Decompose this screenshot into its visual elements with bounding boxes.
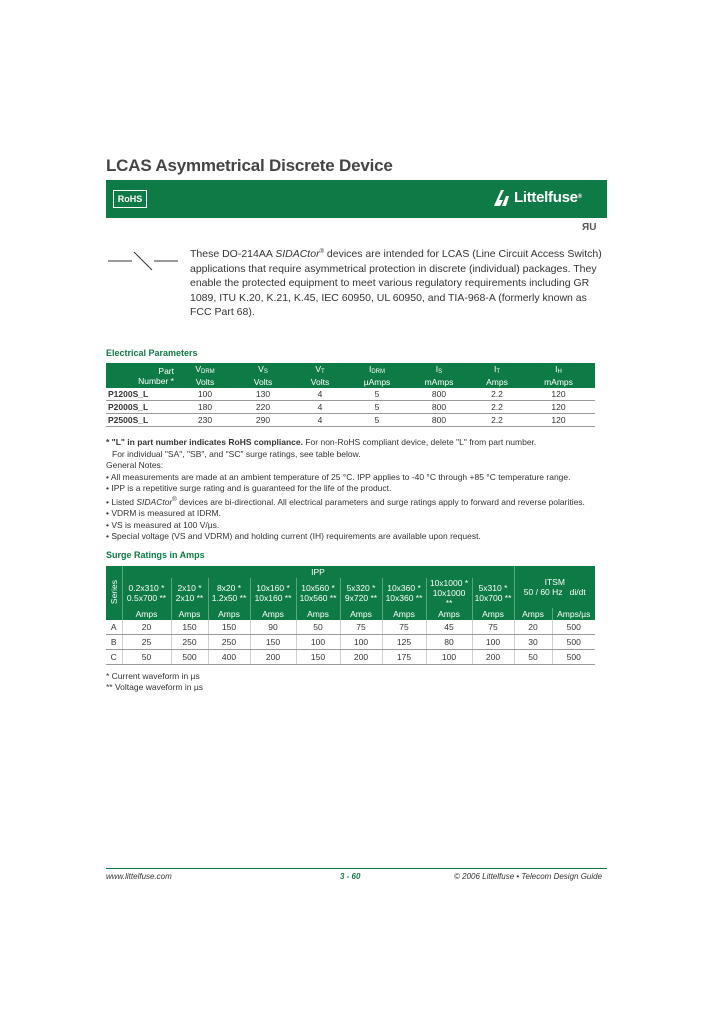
intro-paragraph: These DO-214AA SIDACtor® devices are intended for LCAS (Line Circuit Access Switch) applications that require asymmetrical protection in discrete (individual) packages. They enable the protected equipment to meet various regulatory requirements including GR 1089, ITU K.20, K.21, K.45, IEC 60950, UL 60950, and TIA-968-A (formerly known as FCC Part 68). bbox=[190, 248, 602, 318]
cell: 4 bbox=[292, 401, 348, 414]
cell: 800 bbox=[406, 388, 472, 401]
series-cell: A bbox=[106, 620, 122, 635]
cell: 2.2 bbox=[472, 401, 522, 414]
waveform-header: 10x1000 * 10x1000 ** bbox=[426, 578, 472, 608]
cell: 75 bbox=[340, 620, 382, 635]
unit-header: Amps bbox=[208, 608, 250, 620]
unit-header: Amps bbox=[472, 608, 514, 620]
waveform-footnotes bbox=[106, 671, 203, 692]
cell: 120 bbox=[522, 401, 595, 414]
cell: 50 bbox=[122, 650, 171, 665]
cell: 180 bbox=[176, 401, 234, 414]
list-item: • IPP is a repetitive surge rating and is guaranteed for the life of the product. bbox=[106, 483, 392, 493]
table-row bbox=[106, 620, 595, 635]
header-vdrm: VDRM Volts bbox=[176, 363, 234, 388]
cell: 20 bbox=[514, 620, 552, 635]
footer-website-link[interactable]: www.littelfuse.com bbox=[106, 872, 172, 881]
cell: 800 bbox=[406, 414, 472, 427]
electrical-parameters-heading: Electrical Parameters bbox=[106, 348, 198, 358]
brand-name: Littelfuse® bbox=[514, 189, 582, 206]
cell: 5 bbox=[348, 401, 406, 414]
current-waveform-note: * Current waveform in µs bbox=[106, 671, 200, 681]
cell: 90 bbox=[250, 620, 296, 635]
table-row bbox=[106, 650, 595, 665]
table-row bbox=[106, 635, 595, 650]
switch-symbol-icon bbox=[108, 246, 178, 276]
list-item: • Listed SIDACtor® devices are bi-directional. All electrical parameters and surge ratings apply to forward and reverse polarities. bbox=[106, 496, 585, 507]
cell: 120 bbox=[522, 388, 595, 401]
cell: 500 bbox=[552, 635, 595, 650]
cell: 150 bbox=[208, 620, 250, 635]
cell: 4 bbox=[292, 414, 348, 427]
units-row bbox=[106, 608, 595, 620]
rohs-badge: RoHS bbox=[113, 190, 147, 208]
cell: 100 bbox=[472, 635, 514, 650]
general-notes bbox=[106, 437, 596, 543]
unit-header: Amps bbox=[250, 608, 296, 620]
waveform-header: 5x310 * 10x700 ** bbox=[472, 578, 514, 608]
unit-header: Amps bbox=[296, 608, 340, 620]
header-vs: VS Volts bbox=[234, 363, 292, 388]
table-header-row bbox=[106, 363, 595, 388]
table-row bbox=[106, 414, 595, 427]
cell: 290 bbox=[234, 414, 292, 427]
waveform-header: 5x320 * 9x720 ** bbox=[340, 578, 382, 608]
cell: 100 bbox=[426, 650, 472, 665]
series-header: Series bbox=[106, 566, 122, 620]
header-idrm: IDRM µAmps bbox=[348, 363, 406, 388]
cell: 2.2 bbox=[472, 388, 522, 401]
cell: 75 bbox=[382, 620, 426, 635]
table-row bbox=[106, 401, 595, 414]
itsm-didt-header: ITSM 50 / 60 Hz di/dt bbox=[514, 566, 595, 608]
cell: 2.2 bbox=[472, 414, 522, 427]
cell: 120 bbox=[522, 414, 595, 427]
cell: 250 bbox=[208, 635, 250, 650]
cell: 175 bbox=[382, 650, 426, 665]
unit-header: Amps/µs bbox=[552, 608, 595, 620]
cell: 150 bbox=[171, 620, 208, 635]
cell: 230 bbox=[176, 414, 234, 427]
unit-header: Amps bbox=[426, 608, 472, 620]
table-header-row bbox=[106, 566, 595, 578]
cell: 20 bbox=[122, 620, 171, 635]
cell: 80 bbox=[426, 635, 472, 650]
cell: 220 bbox=[234, 401, 292, 414]
cell: 100 bbox=[176, 388, 234, 401]
part-number: P2000S_L bbox=[106, 401, 176, 414]
header-is: IS mAmps bbox=[406, 363, 472, 388]
cell: 150 bbox=[250, 635, 296, 650]
general-notes-heading: General Notes: bbox=[106, 460, 164, 470]
footer-copyright: © 2006 Littelfuse • Telecom Design Guide bbox=[454, 872, 603, 881]
cell: 800 bbox=[406, 401, 472, 414]
part-number: P1200S_L bbox=[106, 388, 176, 401]
cell: 250 bbox=[171, 635, 208, 650]
header-part-number: Part Number * bbox=[106, 363, 176, 388]
list-item: • VDRM is measured at IDRM. bbox=[106, 508, 221, 518]
table-row bbox=[106, 388, 595, 401]
cell: 5 bbox=[348, 414, 406, 427]
unit-header: Amps bbox=[122, 608, 171, 620]
header-vt: VT Volts bbox=[292, 363, 348, 388]
surge-ratings-heading: Surge Ratings in Amps bbox=[106, 550, 205, 560]
surge-ratings-table bbox=[106, 566, 595, 665]
waveform-header: 10x360 * 10x360 ** bbox=[382, 578, 426, 608]
waveform-header: 0.2x310 * 0.5x700 ** bbox=[122, 578, 171, 608]
cell: 400 bbox=[208, 650, 250, 665]
cell: 50 bbox=[514, 650, 552, 665]
page-title: LCAS Asymmetrical Discrete Device bbox=[106, 156, 393, 175]
cell: 500 bbox=[171, 650, 208, 665]
ul-recognized-icon: ЯU bbox=[582, 222, 597, 233]
cell: 150 bbox=[296, 650, 340, 665]
cell: 5 bbox=[348, 388, 406, 401]
voltage-waveform-note: ** Voltage waveform in µs bbox=[106, 681, 204, 692]
cell: 4 bbox=[292, 388, 348, 401]
list-item: • VS is measured at 100 V/µs. bbox=[106, 519, 220, 530]
cell: 25 bbox=[122, 635, 171, 650]
unit-header: Amps bbox=[171, 608, 208, 620]
header-ih: IH mAmps bbox=[522, 363, 595, 388]
electrical-parameters-table bbox=[106, 363, 595, 427]
cell: 100 bbox=[296, 635, 340, 650]
cell: 200 bbox=[340, 650, 382, 665]
cell: 45 bbox=[426, 620, 472, 635]
waveform-header: 10x560 * 10x560 ** bbox=[296, 578, 340, 608]
series-cell: C bbox=[106, 650, 122, 665]
unit-header: Amps bbox=[382, 608, 426, 620]
list-item: • Special voltage (VS and VDRM) and holding current (IH) requirements are available upon request. bbox=[106, 531, 481, 541]
part-number: P2500S_L bbox=[106, 414, 176, 427]
ipp-header: IPP bbox=[122, 566, 514, 578]
footer-divider bbox=[106, 868, 607, 869]
cell: 200 bbox=[250, 650, 296, 665]
unit-header: Amps bbox=[340, 608, 382, 620]
footer-page-number: 3 - 60 bbox=[340, 872, 361, 881]
surge-note: For individual "SA", "SB", and "SC" surge ratings, see table below. bbox=[112, 448, 361, 459]
rohs-note: * "L" in part number indicates RoHS compliance. For non-RoHS compliant device, delete "L" from part number. bbox=[106, 437, 537, 447]
cell: 500 bbox=[552, 620, 595, 635]
series-cell: B bbox=[106, 635, 122, 650]
waveform-header: 10x160 * 10x160 ** bbox=[250, 578, 296, 608]
unit-header: Amps bbox=[514, 608, 552, 620]
cell: 130 bbox=[234, 388, 292, 401]
cell: 50 bbox=[296, 620, 340, 635]
cell: 100 bbox=[340, 635, 382, 650]
littelfuse-logo-icon bbox=[492, 188, 512, 208]
cell: 200 bbox=[472, 650, 514, 665]
header-it: IT Amps bbox=[472, 363, 522, 388]
cell: 500 bbox=[552, 650, 595, 665]
cell: 30 bbox=[514, 635, 552, 650]
cell: 125 bbox=[382, 635, 426, 650]
waveform-header: 8x20 * 1.2x50 ** bbox=[208, 578, 250, 608]
cell: 75 bbox=[472, 620, 514, 635]
waveform-header: 2x10 * 2x10 ** bbox=[171, 578, 208, 608]
list-item: • All measurements are made at an ambient temperature of 25 °C. IPP applies to -40 °C through +85 °C temperature range. bbox=[106, 471, 571, 482]
